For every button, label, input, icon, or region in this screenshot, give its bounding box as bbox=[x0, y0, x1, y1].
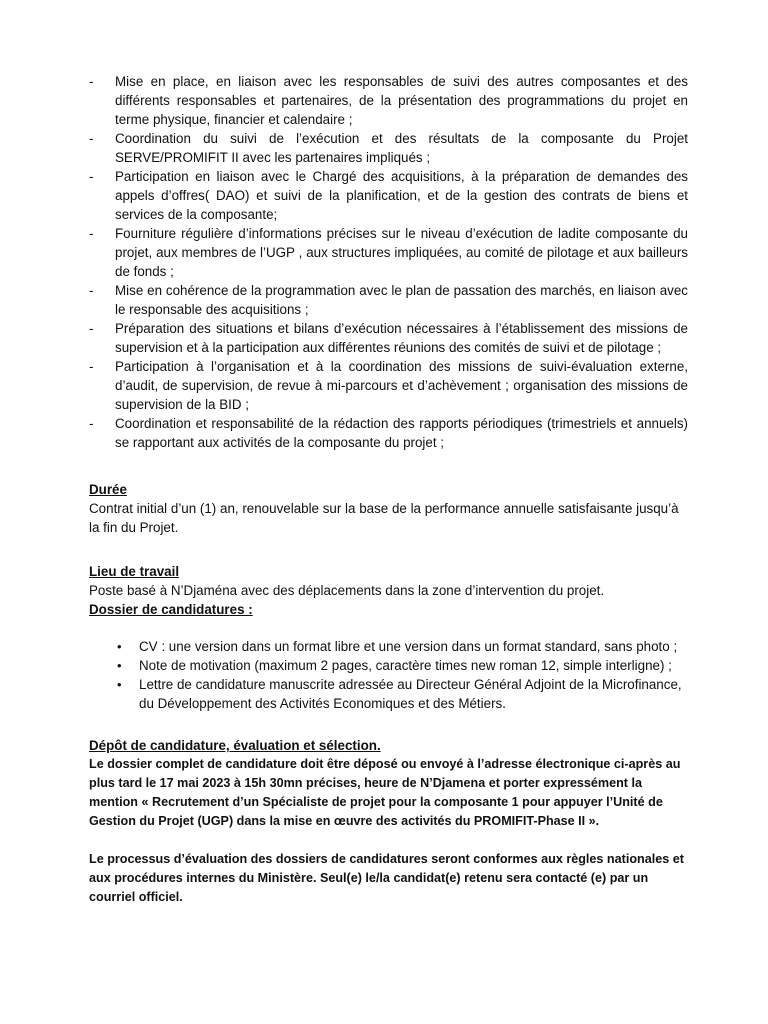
task-list bbox=[89, 72, 688, 452]
lieu-text: Poste basé à N’Djaména avec des déplacements dans la zone d’intervention du projet. bbox=[89, 583, 605, 598]
lieu-section bbox=[89, 562, 688, 600]
dossier-item: • Note de motivation (maximum 2 pages, caractère times new roman 12, simple interligne) ; bbox=[113, 656, 688, 675]
dossier-section bbox=[89, 600, 688, 713]
duree-section bbox=[89, 480, 688, 537]
duree-heading: Durée bbox=[89, 482, 127, 497]
dossier-heading: Dossier de candidatures : bbox=[89, 602, 253, 617]
task-item: - Préparation des situations et bilans d’exécution nécessaires à l’établissement des missions de supervision et à la participation aux différentes réunions des comités de suivi et de pilotage ; bbox=[89, 319, 688, 357]
task-item: - Mise en place, en liaison avec les responsables de suivi des autres composantes et des différents responsables et partenaires, de la présentation des programmations du projet en terme physique, financier et calendaire ; bbox=[89, 72, 688, 129]
duree-text: Contrat initial d’un (1) an, renouvelable sur la base de la performance annuelle satisfaisante jusqu’à la fin du Projet. bbox=[89, 501, 679, 535]
depot-section bbox=[89, 736, 688, 907]
task-item: - Coordination du suivi de l’exécution et des résultats de la composante du Projet SERVE/PROMIFIT II avec les partenaires impliqués ; bbox=[89, 129, 688, 167]
depot-heading: Dépôt de candidature, évaluation et sélection. bbox=[89, 738, 381, 753]
task-item: - Participation à l’organisation et à la coordination des missions de suivi-évaluation externe, d’audit, de supervision, de revue à mi-parcours et d’achèvement ; organisation des missions de supervision de la BID ; bbox=[89, 357, 688, 414]
task-item: - Fourniture régulière d’informations précises sur le niveau d’exécution de ladite composante du projet, aux membres de l’UGP , aux structures impliquées, au comité de pilotage et aux bailleurs de fonds ; bbox=[89, 224, 688, 281]
evaluation-paragraph: Le processus d’évaluation des dossiers de candidatures seront conformes aux règles nationales et aux procédures internes du Ministère. Seul(e) le/la candidat(e) retenu sera contacté (e) par un courriel officiel. bbox=[89, 852, 684, 904]
lieu-heading: Lieu de travail bbox=[89, 564, 180, 579]
task-item: - Mise en cohérence de la programmation avec le plan de passation des marchés, en liaison avec le responsable des acquisitions ; bbox=[89, 281, 688, 319]
task-item: - Participation en liaison avec le Chargé des acquisitions, à la préparation de demandes des appels d’offres( DAO) et suivi de la planification, et de la gestion des contrats de biens et services de la composante; bbox=[89, 167, 688, 224]
dossier-list bbox=[89, 637, 688, 713]
dossier-item: • CV : une version dans un format libre et une version dans un format standard, sans photo ; bbox=[113, 637, 688, 656]
depot-paragraph: Le dossier complet de candidature doit être déposé ou envoyé à l’adresse électronique ci-après au plus tard le 17 mai 2023 à 15h 30mn précises, heure de N’Djamena et porter expressément la mention « Recrutement d’un Spécialiste de projet pour la composante 1 pour appuyer l’Unité de Gestion du Projet (UGP) dans la mise en œuvre des activités du PROMIFIT-Phase II ». bbox=[89, 757, 681, 828]
task-item: - Coordination et responsabilité de la rédaction des rapports périodiques (trimestriels et annuels) se rapportant aux activités de la composante du projet ; bbox=[89, 414, 688, 452]
dossier-item: • Lettre de candidature manuscrite adressée au Directeur Général Adjoint de la Microfinance, du Développement des Activités Economiques et des Métiers. bbox=[113, 675, 688, 713]
